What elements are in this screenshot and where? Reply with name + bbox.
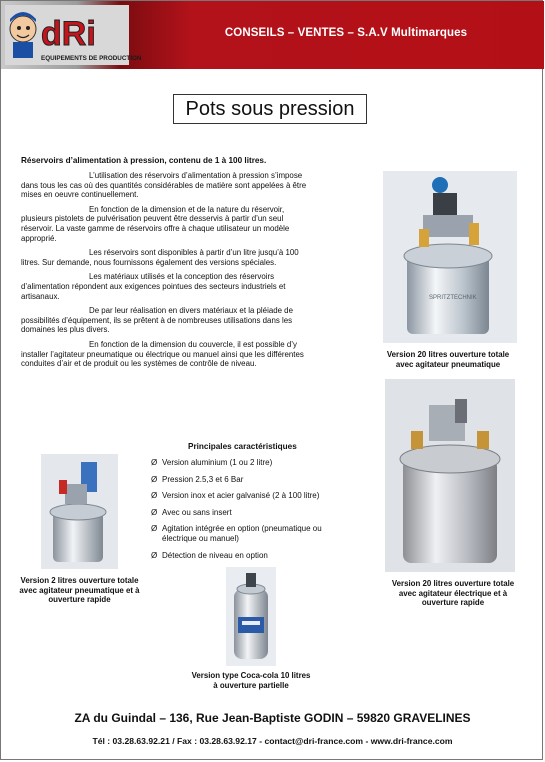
page-header bbox=[1, 1, 544, 69]
svg-text:dRi: dRi bbox=[41, 15, 96, 53]
characteristics-heading: Principales caractéristiques bbox=[188, 442, 297, 451]
product-photo-2l bbox=[41, 454, 118, 569]
bullet-icon: Ø bbox=[151, 524, 158, 534]
list-item bbox=[151, 508, 351, 518]
caption-line: Version 2 litres ouverture totale bbox=[20, 576, 139, 585]
bullet-icon: Ø bbox=[151, 474, 158, 484]
intro-paragraph: L’utilisation des réservoirs d’alimentation à pression s’impose dans tous les cas où des quantités considérables de matière sont appelées à être mises en oeuvre continuellement. bbox=[21, 171, 307, 200]
caption-line: ouverture rapide bbox=[48, 595, 111, 605]
footer-contact: Tél : 03.28.63.92.21 / Fax : 03.28.63.92.17 - contact@dri-france.com - www.dri-france.com bbox=[92, 736, 453, 746]
caption-line: Version 20 litres ouverture totale bbox=[391, 579, 515, 588]
list-item bbox=[151, 551, 351, 561]
caption-line: Version 20 litres ouverture totale bbox=[386, 350, 510, 359]
product-photo-coca-cola bbox=[226, 567, 276, 666]
product-photo-20l-pneumatic bbox=[383, 171, 517, 343]
product-caption bbox=[161, 671, 341, 690]
list-item bbox=[151, 524, 351, 543]
intro-text bbox=[21, 171, 313, 374]
intro-paragraph: Les matériaux utilisés et la conception des réservoirs d’alimentation répondent aux exigences pointues des secteurs industriels et artisanaux. bbox=[21, 272, 286, 301]
intro-heading: Réservoirs d’alimentation à pression, contenu de 1 à 100 litres. bbox=[21, 156, 267, 165]
page-title: Pots sous pression bbox=[173, 94, 367, 124]
product-caption bbox=[7, 576, 152, 605]
dri-logo bbox=[5, 5, 142, 65]
svg-text:SPRITZTECHNIK: SPRITZTECHNIK bbox=[429, 295, 477, 301]
caption-line: à ouverture partielle bbox=[213, 680, 289, 690]
header-tagline: CONSEILS – VENTES – S.A.V Multimarques bbox=[224, 27, 468, 39]
product-caption bbox=[363, 579, 543, 608]
product-photo-20l-electric bbox=[385, 379, 515, 572]
caption-line: ouverture rapide bbox=[421, 598, 485, 608]
list-item-text: Pression 2.5,3 et 6 Bar bbox=[162, 474, 244, 484]
intro-paragraph: De par leur réalisation en divers matériaux et la pléiade de possibilités d’équipement, ils se prêtent à de nombreuses utilisations dans les domaines les plus divers. bbox=[21, 306, 293, 335]
bullet-icon: Ø bbox=[151, 491, 158, 501]
bullet-icon: Ø bbox=[151, 458, 158, 467]
list-item-text: Détection de niveau en option bbox=[162, 550, 268, 560]
caption-line: avec agitateur pneumatique et à bbox=[19, 585, 140, 595]
caption-line: avec agitateur électrique et à bbox=[398, 588, 508, 598]
list-item-text: Agitation intégrée en option (pneumatique ou électrique ou manuel) bbox=[162, 524, 322, 543]
list-item bbox=[151, 491, 351, 501]
footer-address: ZA du Guindal – 136, Rue Jean-Baptiste GODIN – 59820 GRAVELINES bbox=[74, 711, 471, 725]
intro-paragraph: En fonction de la dimension et de la nature du réservoir, plusieurs pistolets de pulvérisation peuvent être desservis à partir d’un seul réservoir. La vaste gamme de réservoirs offre à chaque utilisateur un modèle approprié. bbox=[21, 204, 290, 243]
product-caption bbox=[353, 350, 543, 369]
list-item-text: Version aluminium (1 ou 2 litre) bbox=[162, 458, 273, 467]
list-item-text: Avec ou sans insert bbox=[162, 507, 232, 517]
list-item bbox=[151, 458, 351, 468]
caption-line: avec agitateur pneumatique bbox=[395, 359, 501, 369]
intro-paragraph: En fonction de la dimension du couvercle, il est possible d’y installer l’agitateur pneumatique ou électrique ou manuel ainsi que les différentes conduites d’air et de produit ou les systèmes de contrôle de niveau. bbox=[21, 339, 304, 369]
list-item-text: Version inox et acier galvanisé (2 à 100 litre) bbox=[162, 491, 320, 501]
intro-paragraph: Les réservoirs sont disponibles à partir d’un litre jusqu’à 100 litres. Sur demande, nous fournissons également des versions spéciales. bbox=[21, 248, 299, 267]
bullet-icon: Ø bbox=[151, 507, 158, 517]
characteristics-list bbox=[151, 458, 351, 567]
caption-line: Version type Coca-cola 10 litres bbox=[191, 671, 311, 680]
svg-text:EQUIPEMENTS DE PRODUCTION: EQUIPEMENTS DE PRODUCTION bbox=[41, 55, 142, 62]
list-item bbox=[151, 475, 351, 485]
bullet-icon: Ø bbox=[151, 550, 158, 560]
